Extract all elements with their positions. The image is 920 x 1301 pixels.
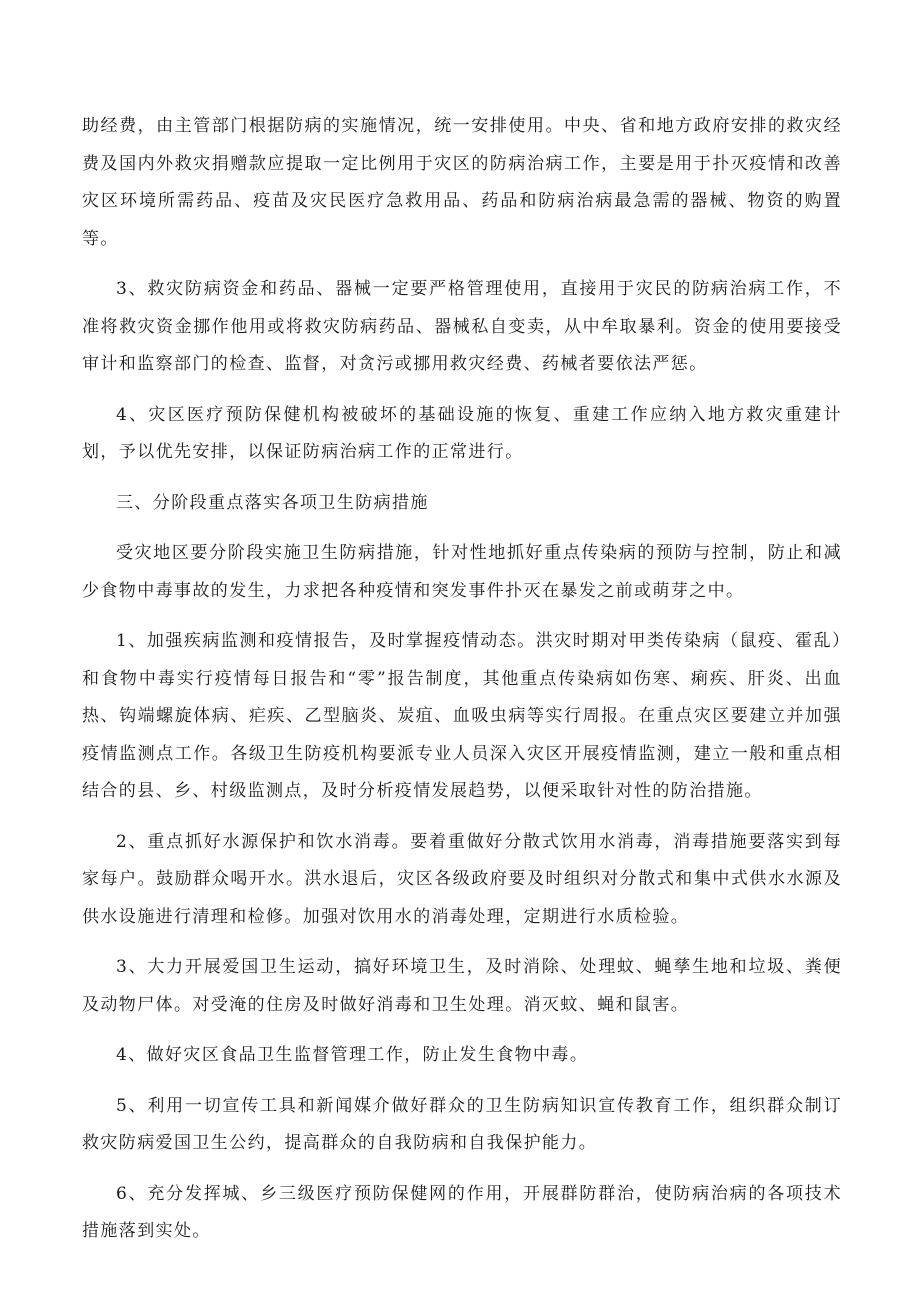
paragraph-item-4: 4、灾区医疗预防保健机构被破坏的基础设施的恢复、重建工作应纳入地方救灾重建计划，予以优先安排，以保证防病治病工作的正常进行。 [82,404,842,462]
paragraph-item-3: 3、救灾防病资金和药品、器械一定要严格管理使用，直接用于灾民的防病治病工作，不准将救灾资金挪作他用或将救灾防病药品、器械私自变卖，从中牟取暴利。资金的使用要接受审计和监察部门的检查、监督，对贪污或挪用救灾经费、药械者要依法严惩。 [82,279,842,374]
document-body [82,108,842,1251]
paragraph-measure-1: 1、加强疾病监测和疫情报告，及时掌握疫情动态。洪灾时期对甲类传染病（鼠疫、霍乱）和食物中毒实行疫情每日报告和“零”报告制度，其他重点传染病如伤寒、痢疾、肝炎、出血热、钩端螺旋体病、疟疾、乙型脑炎、炭疽、血吸虫病等实行周报。在重点灾区要建立并加强疫情监测点工作。各级卫生防疫机构要派专业人员深入灾区开展疫情监测，建立一般和重点相结合的县、乡、村级监测点，及时分析疫情发展趋势，以便采取针对性的防治措施。 [82,631,842,801]
section-heading: 三、分阶段重点落实各项卫生防病措施 [116,492,429,513]
paragraph-measure-4: 4、做好灾区食品卫生监督管理工作，防止发生食物中毒。 [116,1045,589,1065]
paragraph-measure-5: 5、利用一切宣传工具和新闻媒介做好群众的卫生防病知识宣传教育工作，组织群众制订救灾防病爱国卫生公约，提高群众的自我防病和自我保护能力。 [82,1095,842,1153]
paragraph-measure-3: 3、大力开展爱国卫生运动，搞好环境卫生，及时消除、处理蚊、蝇孳生地和垃圾、粪便及动物尸体。对受淹的住房及时做好消毒和卫生处理。消灭蚊、蝇和鼠害。 [82,957,842,1015]
paragraph-continuation: 助经费，由主管部门根据防病的实施情况，统一安排使用。中央、省和地方政府安排的救灾经费及国内外救灾捐赠款应提取一定比例用于灾区的防病治病工作，主要是用于扑灭疫情和改善灾区环境所需药品、疫苗及灾民医疗急救用品、药品和防病治病最急需的器械、物资的购置等。 [82,116,842,249]
paragraph-measure-2: 2、重点抓好水源保护和饮水消毒。要着重做好分散式饮用水消毒，消毒措施要落实到每家每户。鼓励群众喝开水。洪水退后，灾区各级政府要及时组织对分散式和集中式供水水源及供水设施进行清理和检修。加强对饮用水的消毒处理，定期进行水质检验。 [82,831,842,927]
paragraph-measure-6: 6、充分发挥城、乡三级医疗预防保健网的作用，开展群防群治，使防病治病的各项技术措施落到实处。 [82,1183,842,1241]
paragraph-intro: 受灾地区要分阶段实施卫生防病措施，针对性地抓好重点传染病的预防与控制，防止和减少食物中毒事故的发生，力求把各种疫情和突发事件扑灭在暴发之前或萌芽之中。 [82,543,842,601]
